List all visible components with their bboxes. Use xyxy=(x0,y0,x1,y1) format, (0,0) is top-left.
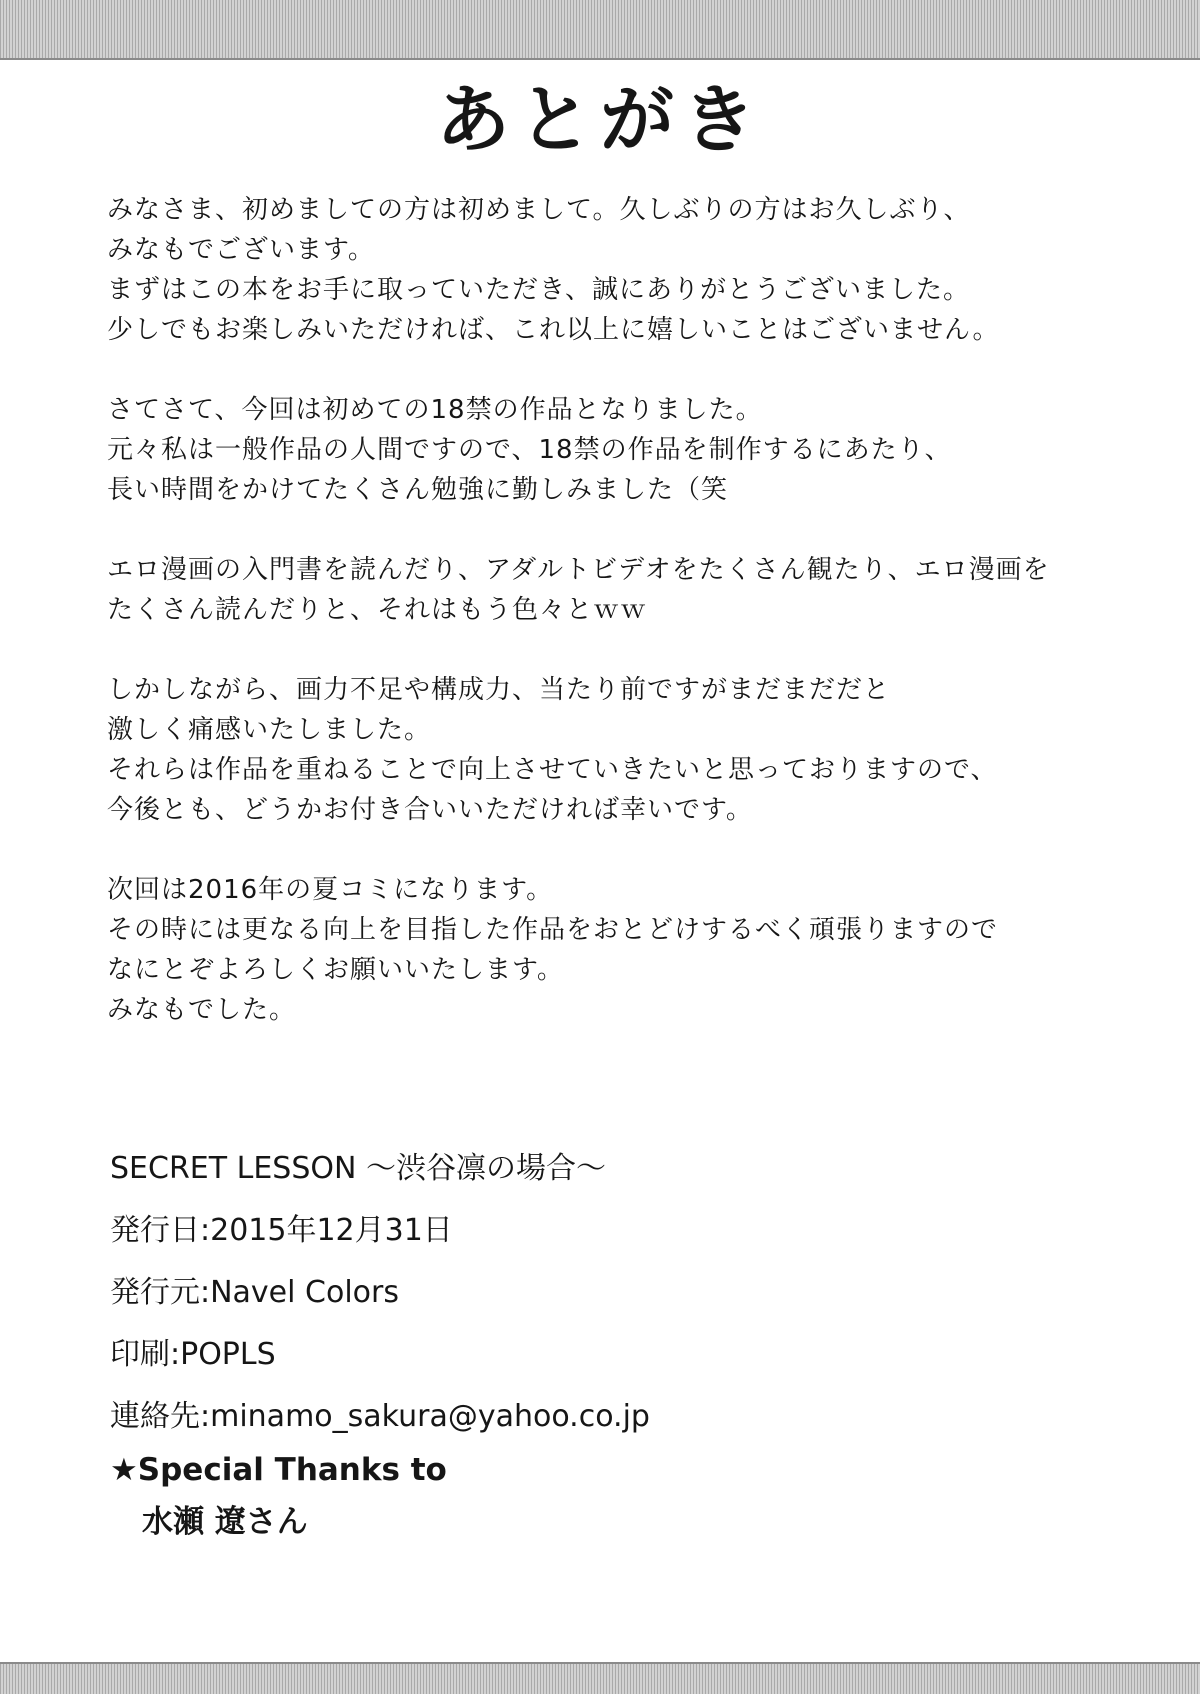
text-line: みなさま、初めましての方は初めまして。久しぶりの方はお久しぶり、 xyxy=(107,195,971,225)
colophon-publisher: 発行元:Navel Colors xyxy=(110,1275,399,1310)
text-line: エロ漫画の入門書を読んだり、アダルトビデオをたくさん観たり、エロ漫画を xyxy=(107,555,1050,585)
colophon-book-title: SECRET LESSON 〜渋谷凛の場合〜 xyxy=(110,1151,606,1186)
page-title: あとがき xyxy=(436,77,764,163)
special-thanks-name: 水瀬 遼さん xyxy=(142,1504,308,1540)
text-line: なにとぞよろしくお願いいたします。 xyxy=(107,955,564,985)
special-thanks xyxy=(110,1444,447,1548)
scan-border-top xyxy=(0,0,1200,58)
paragraph-next-event xyxy=(107,870,1107,1030)
text-line: その時には更なる向上を目指した作品をおとどけするべく頑張りますので xyxy=(107,915,999,945)
text-line: 少しでもお楽しみいただければ、これ以上に嬉しいことはございません。 xyxy=(107,315,1000,345)
text-line: 元々私は一般作品の人間ですので、18禁の作品を制作するにあたり、 xyxy=(107,435,952,465)
text-line: 次回は2016年の夏コミになります。 xyxy=(107,875,554,905)
text-line: 激しく痛感いたしました。 xyxy=(107,715,432,745)
afterword-body xyxy=(107,190,1107,1070)
colophon-contact: 連絡先:minamo_sakura@yahoo.co.jp xyxy=(110,1399,650,1434)
colophon-issue-date: 発行日:2015年12月31日 xyxy=(110,1213,453,1248)
paragraph-reflection xyxy=(107,670,1107,830)
paragraph-study xyxy=(107,550,1107,630)
paragraph-greeting xyxy=(107,190,1107,350)
colophon-printer: 印刷:POPLS xyxy=(110,1337,276,1372)
text-line: それらは作品を重ねることで向上させていきたいと思っておりますので、 xyxy=(107,755,998,785)
scan-border-bottom xyxy=(0,1664,1200,1694)
scan-edge-top xyxy=(0,58,1200,60)
text-line: みなもでございます。 xyxy=(107,235,375,265)
text-line: まずはこの本をお手に取っていただき、誠にありがとうございました。 xyxy=(107,275,970,305)
text-line: しかしながら、画力不足や構成力、当たり前ですがまだまだだと xyxy=(107,675,891,705)
colophon xyxy=(110,1138,1010,1448)
text-line: たくさん読んだりと、それはもう色々とｗｗ xyxy=(107,595,648,625)
text-line: さてさて、今回は初めての18禁の作品となりました。 xyxy=(107,395,763,425)
text-line: 長い時間をかけてたくさん勉強に勤しみました（笑 xyxy=(107,475,729,505)
paragraph-first-adult-work xyxy=(107,390,1107,510)
text-line: 今後とも、どうかお付き合いいただければ幸いです。 xyxy=(107,795,753,825)
text-line: みなもでした。 xyxy=(107,995,297,1025)
special-thanks-heading: ★Special Thanks to xyxy=(110,1452,447,1488)
